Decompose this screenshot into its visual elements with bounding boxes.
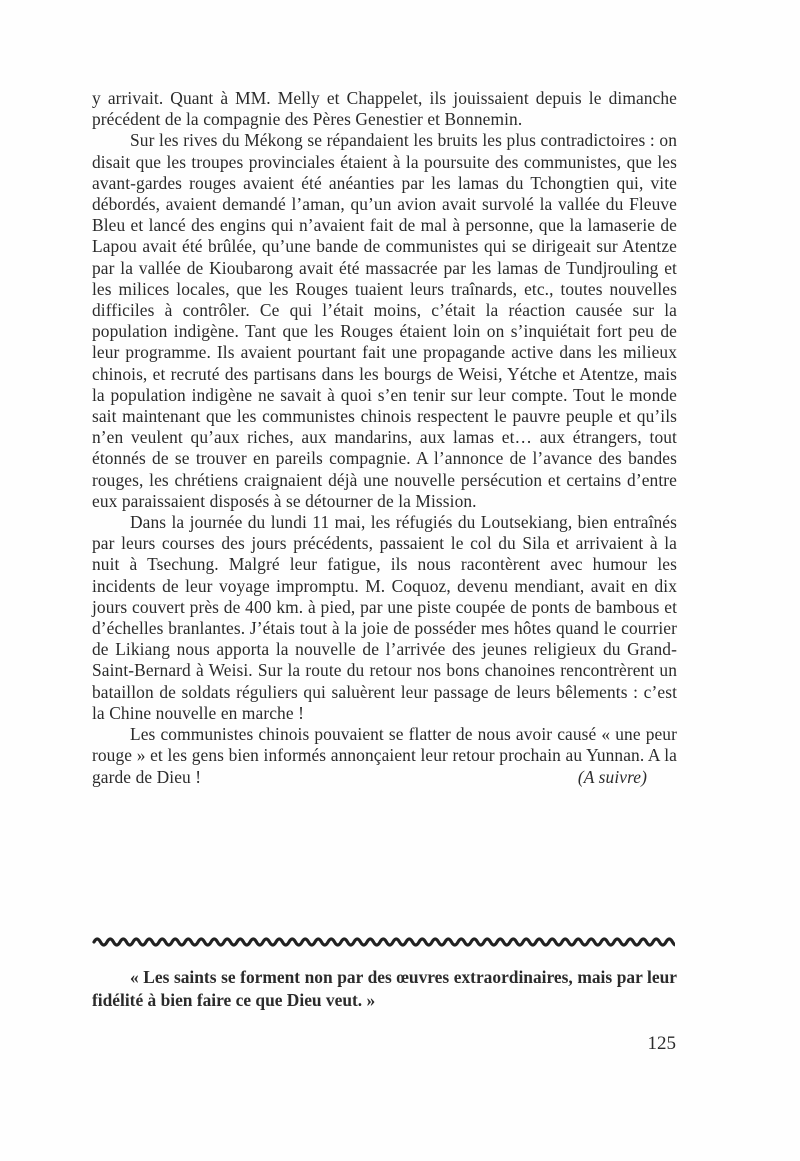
paragraph-refugees: Dans la journée du lundi 11 mai, les réfugiés du Loutsekiang, bien entraînés par leurs courses des jours précédents, passaient le col du Sila et arrivaient à la nuit à Tsechung. Malgré leur fatigue, ils nous racontèrent avec humour les incidents de leur voyage impromptu. M. Coquoz, devenu mendiant, avait en dix jours couvert près de 400 km. à pied, par une piste coupée de ponts de bambous et d’échelles branlantes. J’étais tout à la joie de posséder mes hôtes quand le courrier de Likiang nous apporta la nouvelle de l’arrivée des jeunes religieux du Grand-Saint-Bernard à Weisi. Sur la route du retour nos bons chanoines rencontrèrent un bataillon de soldats réguliers qui saluèrent leur passage de leurs bêlements : c’est la Chine nouvelle en marche ! [92,512,677,723]
paragraph-continuation: y arrivait. Quant à MM. Melly et Chappelet, ils jouissaient depuis le dimanche précédent de la compagnie des Pères Genestier et Bonnemin. [92,88,677,130]
page-number: 125 [647,1033,676,1054]
paragraph-rumors: Sur les rives du Mékong se répandaient les bruits les plus contradictoires : on disait que les troupes provinciales étaient à la poursuite des communistes, que les avant-gardes rouges avaient été anéanties par les lamas du Tchongtien qui, vite débordés, avaient demandé l’aman, qu’un avion avait survolé la vallée du Fleuve Bleu et lancé des engins qui n’avaient fait de mal à personne, que la lamaserie de Lapou avait été brûlée, qu’une bande de communistes qui se dirigeait sur Atentze par la vallée de Kioubarong avait été massacrée par les lamas de Tundjrouling et les milices locales, que les Rouges tuaient leurs traînards, etc., toutes nouvelles difficiles à contrôler. Ce qui l’était moins, c’était la réaction causée sur la population indigène. Tant que les Rouges étaient loin on s’inquiétait fort peu de leur programme. Ils avaient pourtant fait une propagande active dans les milieux chinois, et recruté des partisans dans les bourgs de Weisi, Yétche et Atentze, mais la population indigène ne savait à quoi s’en tenir sur leur compte. Tout le monde sait maintenant que les communistes chinois respectent le pauvre peuple et qu’ils n’en veulent qu’aux riches, aux mandarins, aux lamas et… aux étrangers, tout étonnés de se trouver en pareils compagnie. A l’annonce de l’avance des bandes rouges, les chrétiens craignaient déjà une nouvelle persécution et certains d’entre eux paraissaient disposés à se détourner de la Mission. [92,130,677,511]
body-text [92,88,677,788]
paragraph-conclusion-text: Les communistes chinois pouvaient se flatter de nous avoir causé « une peur rouge » et les gens bien informés annonçaient leur retour prochain au Yunnan. A la garde de Dieu ! [92,724,677,787]
to-be-continued-label: (A suivre) [577,766,647,787]
wave-divider-icon [92,934,675,950]
closing-quote: « Les saints se forment non par des œuvres extraordinaires, mais par leur fidélité à bien faire ce que Dieu veut. » [92,967,677,1010]
paragraph-conclusion [92,724,677,788]
